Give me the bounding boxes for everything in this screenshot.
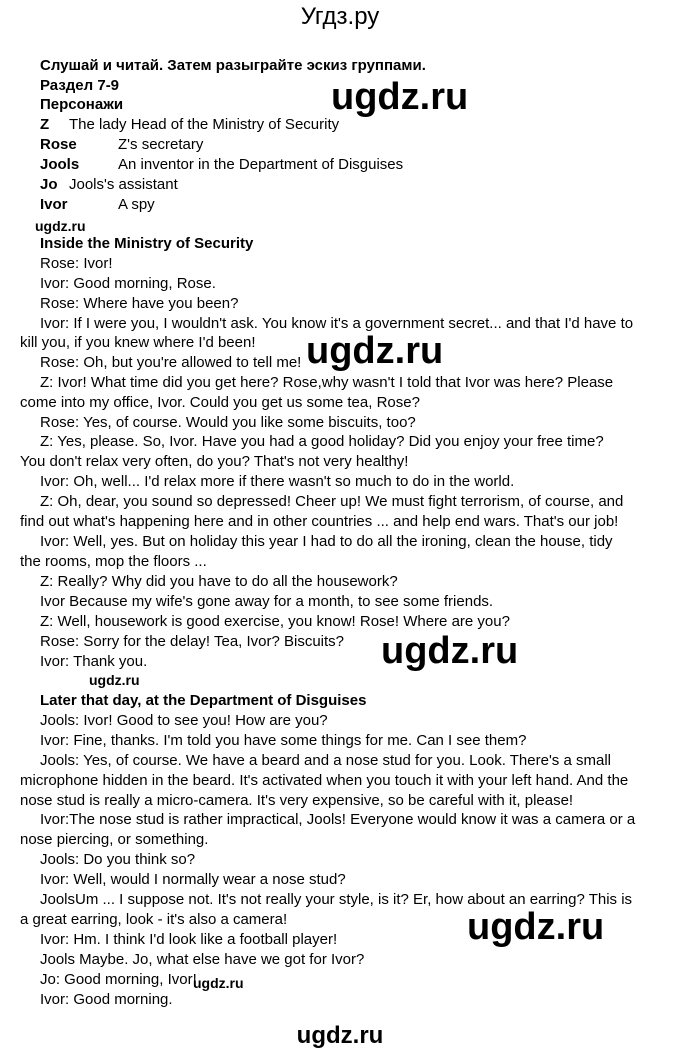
character-desc: Jools's assistant (69, 176, 178, 193)
dialogue-line: Z: Well, housework is good exercise, you know! Rose! Where are you? (40, 613, 510, 630)
dialogue-line: Ivor: Well, would I normally wear a nose stud? (40, 871, 346, 888)
scene1-heading: Inside the Ministry of Security (40, 235, 254, 252)
watermark-big: ugdz.ru (306, 330, 444, 372)
dialogue-line: Jools: Do you think so? (40, 851, 196, 868)
page-title: Угдз.ру (300, 3, 380, 30)
section-label: Раздел 7-9 (40, 77, 120, 94)
dialogue-line: Jo: Good morning, Ivor! (40, 971, 197, 988)
watermark-small: ugdz.ru (193, 975, 244, 991)
watermark-big: ugdz.ru (381, 630, 519, 672)
dialogue-line: kill you, if you knew where I'd been! (20, 334, 256, 351)
dialogue-line: come into my office, Ivor. Could you get us some tea, Rose? (20, 394, 420, 411)
character-name: Jo (40, 176, 58, 193)
dialogue-line: Z: Oh, dear, you sound so depressed! Cheer up! We must fight terrorism, of course, and (40, 493, 624, 510)
dialogue-line: Ivor:The nose stud is rather impractical, Jools! Everyone would know it was a camera or a (40, 811, 636, 828)
character-desc: A spy (118, 196, 155, 213)
dialogue-line: Ivor: If I were you, I wouldn't ask. You know it's a government secret... and that I'd have to (40, 315, 634, 332)
dialogue-line: find out what's happening here and in other countries ... and help end wars. That's our job! (20, 513, 619, 530)
dialogue-line: Ivor: Hm. I think I'd look like a football player! (40, 931, 338, 948)
dialogue-line: Ivor: Good morning. (40, 991, 173, 1008)
watermark-big: ugdz.ru (331, 76, 469, 118)
character-name: Jools (40, 156, 80, 173)
character-name: Z (40, 116, 50, 133)
dialogue-line: JoolsUm ... I suppose not. It's not really your style, is it? Er, how about an earring? This is (40, 891, 633, 908)
dialogue-line: the rooms, mop the floors ... (20, 553, 207, 570)
dialogue-line: Jools: Ivor! Good to see you! How are you? (40, 712, 328, 729)
dialogue-line: Jools: Yes, of course. We have a beard and a nose stud for you. Look. There's a small (40, 752, 611, 769)
dialogue-line: nose piercing, or something. (20, 831, 209, 848)
character-row (40, 175, 178, 195)
dialogue-line: You don't relax very often, do you? That's not very healthy! (20, 453, 409, 470)
dialogue-line: Rose: Yes, of course. Would you like some biscuits, too? (40, 414, 416, 431)
instruction-text: Слушай и читай. Затем разыграйте эскиз группами. (40, 57, 426, 74)
character-name: Ivor (40, 196, 68, 213)
character-desc: Z's secretary (118, 136, 204, 153)
dialogue-line: Ivor: Oh, well... I'd relax more if there wasn't so much to do in the world. (40, 473, 515, 490)
dialogue-line: Z: Yes, please. So, Ivor. Have you had a good holiday? Did you enjoy your free time? (40, 433, 604, 450)
dialogue-line: Rose: Sorry for the delay! Tea, Ivor? Biscuits? (40, 633, 345, 650)
character-desc: The lady Head of the Ministry of Security (69, 116, 340, 133)
dialogue-line: nose stud is really a micro-camera. It's very expensive, so be careful with it, please! (20, 792, 574, 809)
dialogue-line: Rose: Ivor! (40, 255, 113, 272)
watermark-small: ugdz.ru (89, 672, 140, 688)
dialogue-line: Rose: Oh, but you're allowed to tell me! (40, 354, 302, 371)
dialogue-line: Ivor: Fine, thanks. I'm told you have some things for me. Can I see them? (40, 732, 527, 749)
characters-heading: Персонажи (40, 96, 124, 113)
character-row (40, 115, 339, 135)
character-row (40, 155, 403, 175)
watermark-small: ugdz.ru (35, 218, 86, 234)
dialogue-line: microphone hidden in the beard. It's activated when you touch it with your left hand. And the (20, 772, 629, 789)
character-row (40, 135, 203, 155)
dialogue-line: Z: Ivor! What time did you get here? Rose,why wasn't I told that Ivor was here? Please (40, 374, 614, 391)
dialogue-line: Z: Really? Why did you have to do all the housework? (40, 573, 398, 590)
character-desc: An inventor in the Department of Disguises (118, 156, 404, 173)
character-name: Rose (40, 136, 77, 153)
dialogue-line: Rose: Where have you been? (40, 295, 239, 312)
dialogue-line: Ivor Because my wife's gone away for a month, to see some friends. (40, 593, 494, 610)
dialogue-line: a great earring, look - it's also a camera! (20, 911, 288, 928)
character-row (40, 195, 155, 215)
footer-watermark: ugdz.ru (296, 1022, 384, 1049)
dialogue-line: Ivor: Good morning, Rose. (40, 275, 216, 292)
watermark-big: ugdz.ru (467, 906, 605, 948)
dialogue-line: Jools Maybe. Jo, what else have we got for Ivor? (40, 951, 365, 968)
dialogue-line: Ivor: Well, yes. But on holiday this year I had to do all the ironing, clean the house, tidy (40, 533, 613, 550)
dialogue-line: Ivor: Thank you. (40, 653, 148, 670)
scene2-heading: Later that day, at the Department of Disguises (40, 692, 367, 709)
